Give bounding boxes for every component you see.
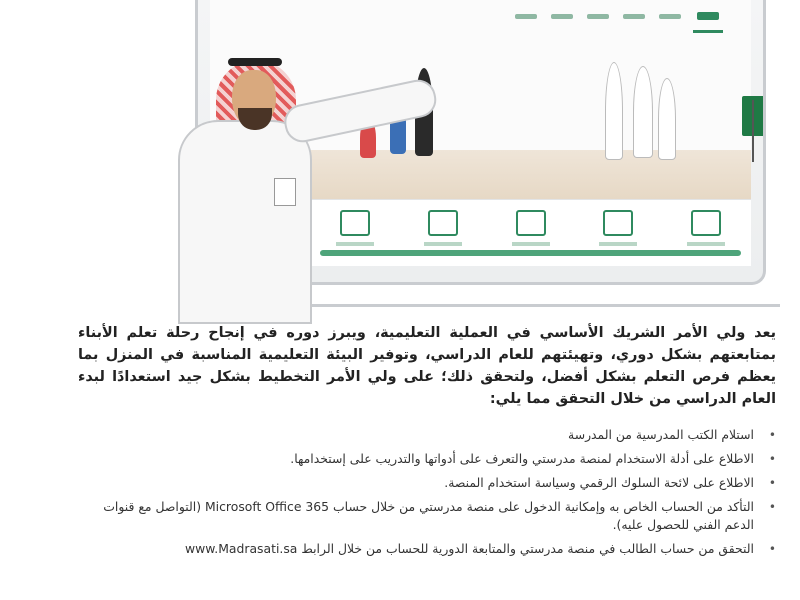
feature-icon (428, 210, 458, 236)
bullet-icon: • (768, 428, 776, 442)
list-item (78, 540, 776, 558)
feature-icon (691, 210, 721, 236)
platform-nav (515, 14, 681, 19)
intro-paragraph: يعد ولي الأمر الشريك الأساسي في العملية التعليمية، ويبرز دوره في إنجاح رحلة تعلم الأبناء بمتابعتهم بشكل دوري، وتهيئتهم للعام الدراسي، وتوفير البيئة التعليمية المناسبة في المنزل بما يعظم فرص التعلم بشكل أفضل، ولتحقق ذلك؛ على ولي الأمر التخطيط بشكل جيد استعدادًا لبدء العام الدراسي من خلال التحقق مما يلي: (78, 325, 776, 407)
list-item (78, 426, 776, 444)
bullet-icon: • (768, 500, 776, 514)
checklist (78, 426, 776, 558)
child-figure (633, 66, 653, 158)
list-item-text: الاطلاع على أدلة الاستخدام لمنصة مدرستي والتعرف على أدواتها والتدريب على إستخدامها. (290, 451, 754, 466)
feature-icon (340, 210, 370, 236)
list-item-text: استلام الكتب المدرسية من المدرسة (568, 427, 754, 442)
child-figure (605, 62, 623, 160)
pen-pocket-icon (274, 178, 296, 206)
list-item (78, 474, 776, 492)
list-item-text: التأكد من الحساب الخاص به وإمكانية الدخول على منصة مدرستي من خلال حساب Microsoft Office 365 (التواصل مع قنوات الدعم الفني للحصول عليه). (103, 499, 754, 532)
platform-bar (320, 250, 741, 256)
list-item-text: الاطلاع على لائحة السلوك الرقمي وسياسة استخدام المنصة. (444, 475, 754, 490)
child-figure (658, 78, 676, 160)
saudi-flag-icon (742, 96, 766, 136)
guardian-agal (228, 58, 282, 66)
feature-icon (516, 210, 546, 236)
guardian-figure (178, 120, 312, 324)
platform-feature-icons (340, 210, 721, 236)
bullet-icon: • (768, 542, 776, 556)
bullet-icon: • (768, 476, 776, 490)
list-item-text: التحقق من حساب الطالب في منصة مدرستي والمتابعة الدورية للحساب من خلال الرابط (301, 541, 754, 556)
platform-logo-icon (693, 10, 723, 33)
flag-pole (752, 100, 754, 162)
bullet-icon: • (768, 452, 776, 466)
document-body (78, 322, 776, 564)
list-item (78, 450, 776, 468)
madrasati-link[interactable]: www.Madrasati.sa (185, 541, 298, 556)
list-item (78, 498, 776, 534)
feature-icon (603, 210, 633, 236)
